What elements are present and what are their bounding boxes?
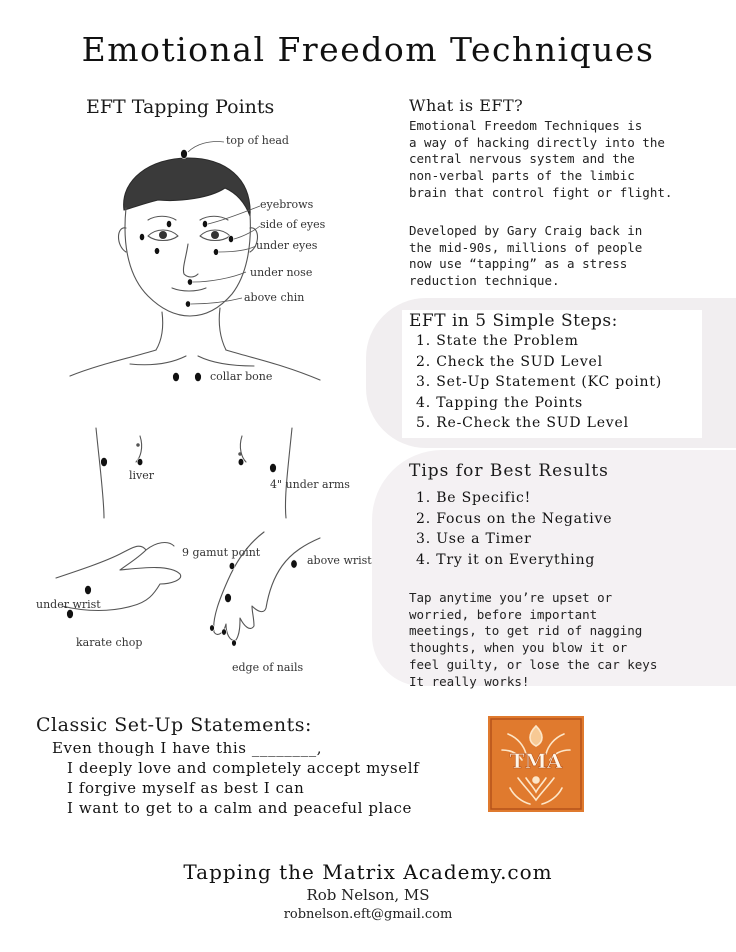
label-above-chin: above chin: [244, 291, 305, 304]
setup-statement-line: I deeply love and completely accept myself: [67, 759, 420, 777]
label-top-of-head: top of head: [226, 134, 289, 147]
marker-under-eye-right: [213, 249, 218, 256]
footer-academy-title: Tapping the Matrix Academy.com: [183, 860, 553, 884]
steps-heading: EFT in 5 Simple Steps:: [409, 311, 618, 331]
steps-list: [416, 333, 662, 436]
marker-nail-2: [222, 629, 227, 635]
marker-liver-right: [238, 458, 244, 465]
setup-statement-line: Even though I have this ________,: [52, 739, 323, 757]
label-side-of-eyes: side of eyes: [260, 218, 326, 231]
marker-nail-3: [232, 640, 237, 646]
setup-statements-heading: Classic Set-Up Statements:: [36, 714, 312, 736]
marker-above-chin: [185, 301, 190, 307]
marker-liver-left: [137, 458, 143, 465]
footer-author-name: Rob Nelson, MS: [306, 886, 430, 904]
step-item: 3. Set-Up Statement (KC point): [416, 374, 663, 390]
marker-gamut-point: [229, 562, 235, 569]
page-title: Emotional Freedom Techniques: [81, 30, 655, 69]
label-eyebrows: eyebrows: [260, 198, 314, 211]
tips-list: [416, 490, 612, 572]
tip-item: 3. Use a Timer: [416, 531, 532, 547]
hair-drawing: [124, 158, 250, 216]
marker-top-of-head: [181, 149, 188, 158]
face-outline: [125, 208, 250, 316]
marker-above-wrist: [291, 560, 297, 568]
marker-under-wrist: [85, 585, 92, 594]
step-item: 4. Tapping the Points: [416, 394, 583, 411]
what-is-eft-heading: What is EFT?: [409, 96, 524, 115]
label-under-wrist: under wrist: [36, 598, 101, 611]
what-is-eft-paragraph-1: Emotional Freedom Techniques is a way of hacking directly into the central nervous system and the non-verbal parts of the limbic brain that control fight or flight.: [409, 118, 673, 200]
tips-heading: Tips for Best Results: [409, 461, 609, 481]
marker-nail-1: [210, 625, 215, 631]
marker-side-eye-left: [139, 233, 144, 240]
step-item: 1. State the Problem: [416, 333, 579, 349]
setup-statement-line: I forgive myself as best I can: [67, 779, 305, 797]
marker-under-arm-right: [270, 463, 277, 472]
label-collar-bone: collar bone: [210, 370, 273, 383]
marker-eyebrow-left: [166, 220, 171, 227]
marker-collar-bone-right: [195, 372, 202, 381]
label-karate-chop: karate chop: [76, 636, 143, 649]
footer-email: robnelson.eft@gmail.com: [283, 907, 453, 922]
tip-item: 4. Try it on Everything: [416, 551, 596, 568]
label-liver: liver: [129, 469, 155, 482]
tapping-points-illustration: [20, 118, 380, 690]
marker-under-eye-left: [154, 248, 159, 255]
marker-under-arm-left: [101, 457, 108, 466]
logo-text: TMA: [509, 749, 563, 773]
label-above-wrist: above wrist: [307, 554, 372, 567]
marker-eyebrow-right: [202, 220, 207, 227]
marker-collar-bone-left: [173, 372, 180, 381]
setup-statement-line: I want to get to a calm and peaceful place: [67, 799, 412, 817]
tips-paragraph: Tap anytime you’re upset or worried, before important meetings, to get rid of nagging thoughts, when you blow it or feel guilty, or lose the car keys It really works!: [409, 590, 658, 689]
label-under-eyes: under eyes: [256, 239, 318, 252]
marker-side-eye-right: [228, 235, 233, 242]
step-item: 2. Check the SUD Level: [416, 353, 603, 370]
label-under-arms: 4" under arms: [270, 478, 350, 491]
shoulders-outline: [70, 350, 156, 376]
what-is-eft-paragraph-2: Developed by Gary Craig back in the mid-90s, millions of people now use “tapping” as a stress reduction technique.: [409, 223, 643, 289]
step-item: 5. Re-Check the SUD Level: [416, 415, 629, 431]
marker-under-nose: [187, 279, 192, 285]
label-gamut-point: 9 gamut point: [182, 546, 261, 559]
marker-back-of-hand: [225, 593, 232, 602]
tip-item: 2. Focus on the Negative: [416, 510, 613, 527]
label-under-nose: under nose: [250, 266, 313, 279]
tapping-points-heading: EFT Tapping Points: [86, 96, 275, 118]
label-edge-of-nails: edge of nails: [232, 661, 304, 674]
tip-item: 1. Be Specific!: [416, 490, 532, 506]
tma-logo: [488, 716, 584, 812]
